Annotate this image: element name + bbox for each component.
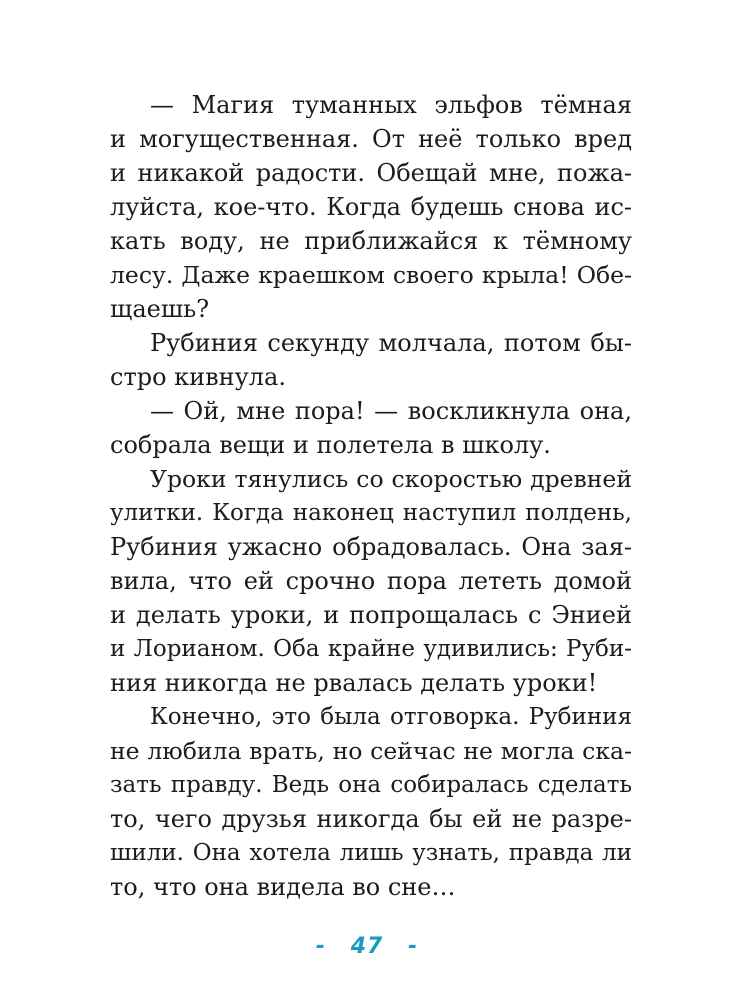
page-number-footer <box>0 934 734 959</box>
text-line: лесу. Даже краешком своего крыла! Обе- <box>110 261 632 289</box>
text-line: не любила врать, но сейчас не могла ска- <box>110 737 632 765</box>
text-line: кать воду, не приближайся к тёмному <box>110 227 632 255</box>
text-line: и Лорианом. Оба крайне удивились: Руби- <box>110 636 632 662</box>
text-line: Конечно, это была отговорка. Рубиния <box>150 704 632 730</box>
text-line: то, что она видела во сне… <box>110 873 456 901</box>
text-line: ния никогда не рвалась делать уроки! <box>110 669 598 697</box>
text-line: — Магия туманных эльфов тёмная <box>150 91 632 119</box>
text-line: и никакой радости. Обещай мне, пожа- <box>110 159 632 187</box>
page-number: 47 <box>350 934 384 959</box>
text-line: то, чего друзья никогда бы ей не разре- <box>110 805 632 833</box>
folio-dash-left: - <box>315 934 327 959</box>
folio-dash-right: - <box>407 934 419 959</box>
text-line: стро кивнула. <box>110 363 286 391</box>
body-text <box>110 88 632 904</box>
text-line: Уроки тянулись со скоростью древней <box>150 465 632 493</box>
text-line: улитки. Когда наконец наступил полдень, <box>110 500 632 526</box>
text-line: зать правду. Ведь она собиралась сделать <box>110 772 632 798</box>
text-line: щаешь? <box>110 295 210 323</box>
text-line: собрала вещи и полетела в школу. <box>110 431 551 459</box>
text-line: луйста, кое-что. Когда будешь снова ис- <box>110 193 632 221</box>
text-line: и могущественная. От неё только вред <box>110 125 632 153</box>
text-line: Рубиния секунду молчала, потом бы- <box>150 329 632 357</box>
text-line: шили. Она хотела лишь узнать, правда ли <box>110 840 632 866</box>
text-line: Рубиния ужасно обрадовалась. Она зая- <box>110 533 632 561</box>
text-line: — Ой, мне пора! — воскликнула она, <box>150 397 632 425</box>
text-line: вила, что ей срочно пора лететь домой <box>110 567 632 595</box>
text-line: и делать уроки, и попрощалась с Энией <box>110 601 632 629</box>
